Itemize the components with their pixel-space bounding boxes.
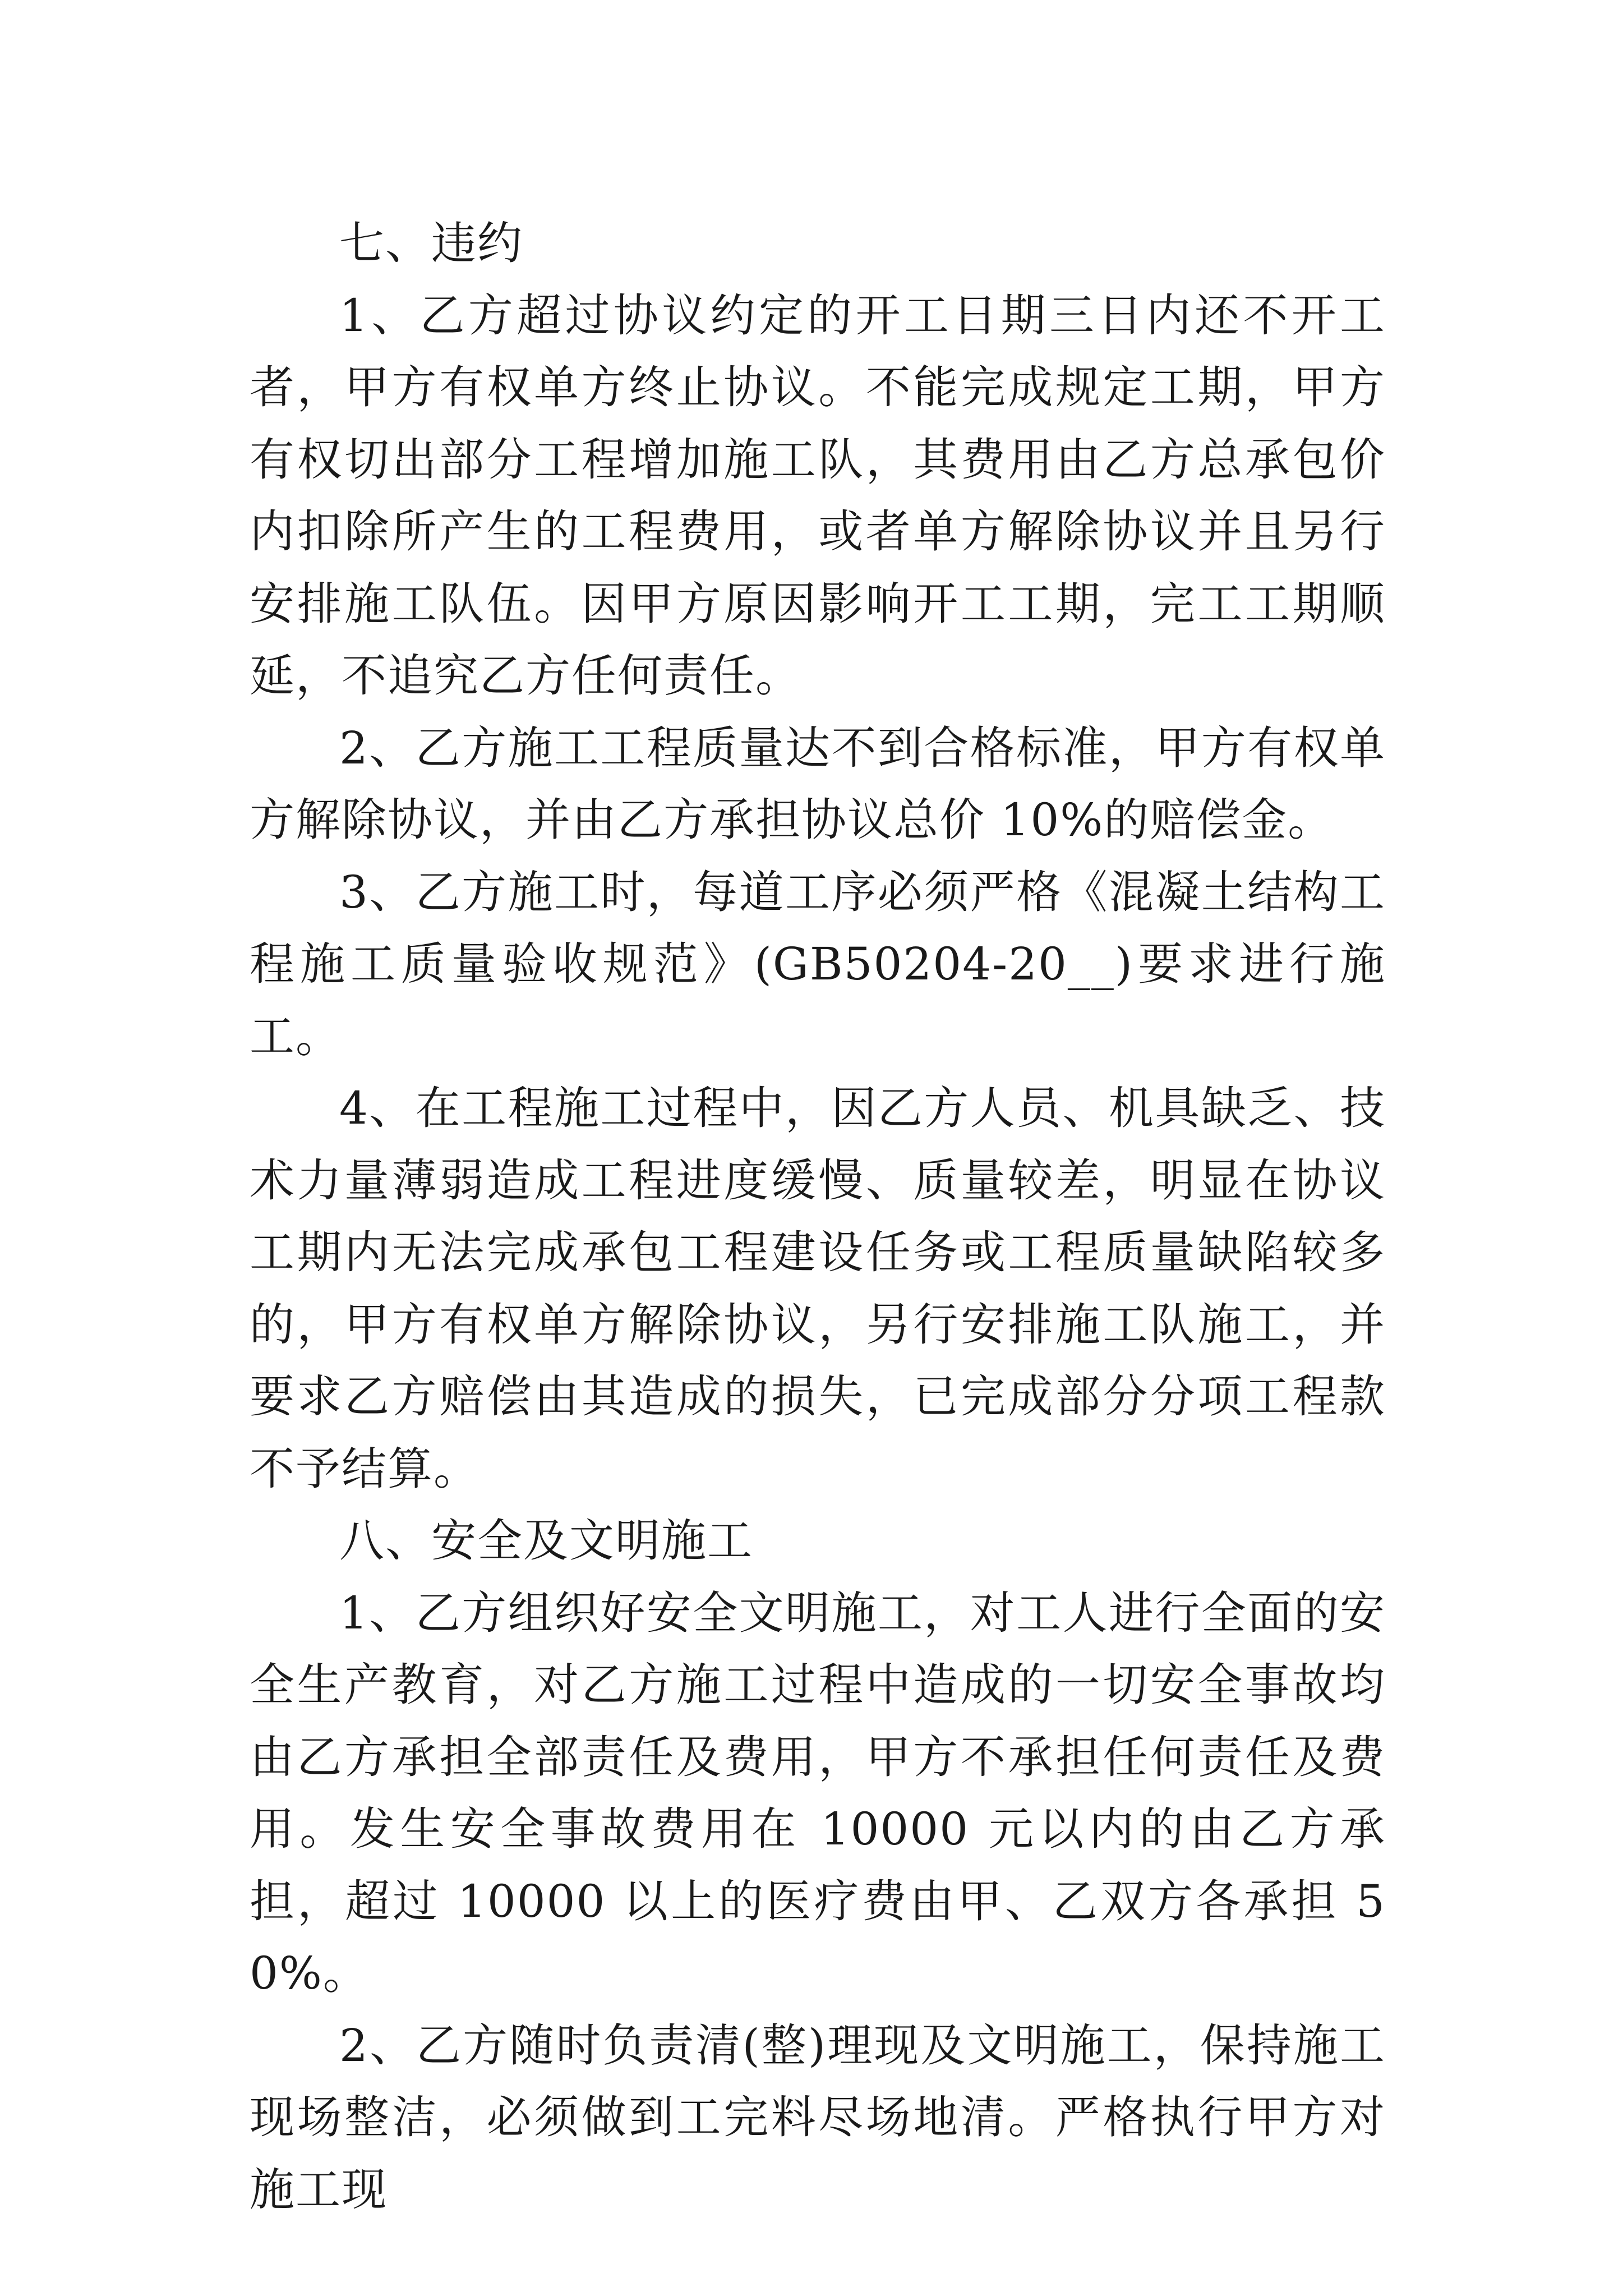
paragraph-7-1: 1、乙方超过协议约定的开工日期三日内还不开工者，甲方有权单方终止协议。不能完成规定工期，甲方有权切出部分工程增加施工队，其费用由乙方总承包价内扣除所产生的工程费用，或者单方解除协议并且另行安排施工队伍。因甲方原因影响开工工期，完工工期顺延，不追究乙方任何责任。 xyxy=(250,289,1386,702)
paragraph-8-2: 2、乙方随时负责清(整)理现及文明施工，保持施工现场整洁，必须做到工完料尽场地清。严格执行甲方对施工现 xyxy=(250,2019,1386,2216)
paragraph-8-1: 1、乙方组织好安全文明施工，对工人进行全面的安全生产教育，对乙方施工过程中造成的一切安全事故均由乙方承担全部责任及费用，甲方不承担任何责任及费用。发生安全事故费用在 10000 元以内的由乙方承担，超过 10000 以上的医疗费由甲、乙双方各承担 50%。 xyxy=(250,1586,1386,1999)
section-heading-7: 七、违约 xyxy=(339,217,523,269)
document-body xyxy=(250,208,1386,2226)
paragraph-7-4: 4、在工程施工过程中，因乙方人员、机具缺乏、技术力量薄弱造成工程进度缓慢、质量较差，明显在协议工期内无法完成承包工程建设任务或工程质量缺陷较多的，甲方有权单方解除协议，另行安排施工队施工，并要求乙方赔偿由其造成的损失，已完成部分分项工程款不予结算。 xyxy=(250,1082,1386,1495)
paragraph-7-2: 2、乙方施工工程质量达不到合格标准，甲方有权单方解除协议，并由乙方承担协议总价 10%的赔偿金。 xyxy=(250,721,1386,846)
paragraph-7-3: 3、乙方施工时，每道工序必须严格《混凝土结构工程施工质量验收规范》(GB50204-20__)要求进行施工。 xyxy=(250,866,1386,1062)
section-heading-8: 八、安全及文明施工 xyxy=(339,1515,753,1567)
